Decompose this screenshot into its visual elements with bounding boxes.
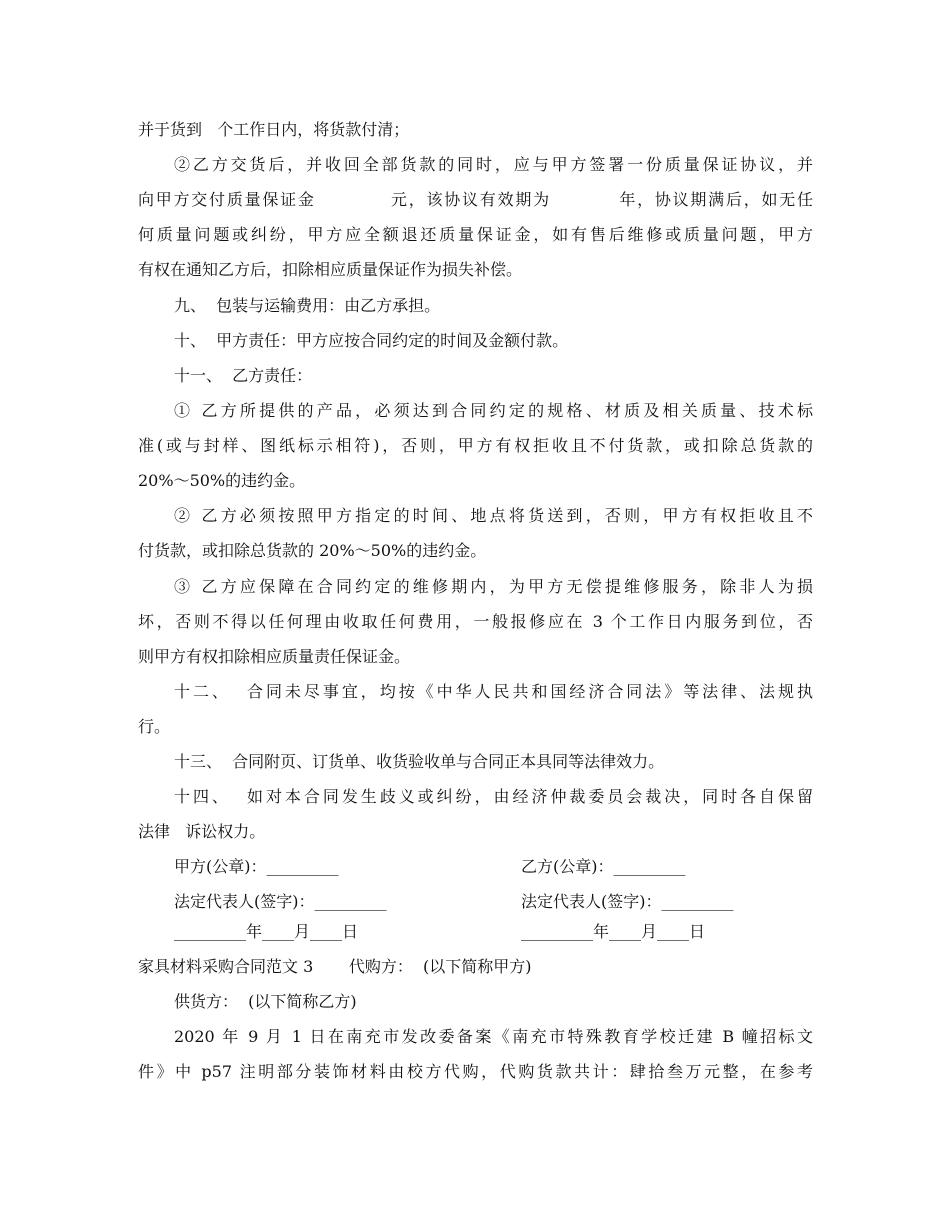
- clause-heading: 十一、 乙方责任：: [174, 366, 313, 385]
- text-line: 供货方： (以下简称乙方): [174, 992, 357, 1011]
- party-b-date: _________年____月____日: [521, 922, 706, 941]
- text-line: ② 乙方必须按照甲方指定的时间、地点将货送到，否则，甲方有权拒收且不: [174, 506, 813, 525]
- text-line: ②乙方交货后，并收回全部货款的同时，应与甲方签署一份质量保证协议，并: [174, 155, 813, 174]
- text-line: 则甲方有权扣除相应质量责任保证金。: [138, 647, 411, 666]
- text-line: 向甲方交付质量保证金 元，该协议有效期为 年，协议期满后，如无任: [138, 190, 813, 209]
- clause-heading: 十、 甲方责任：甲方应按合同约定的时间及金额付款。: [174, 331, 569, 350]
- text-line: 件》中 p57 注明部分装饰材料由校方代购，代购货款共计：肆拾叁万元整，在参考: [138, 1062, 813, 1081]
- text-line: 行。: [138, 717, 171, 736]
- party-a-seal: 甲方(公章)：_________: [174, 857, 339, 876]
- text-line: ③ 乙方应保障在合同约定的维修期内，为甲方无偿提维修服务，除非人为损: [174, 577, 813, 596]
- clause-heading: 九、 包装与运输费用：由乙方承担。: [174, 296, 441, 315]
- clause-heading: 十四、 如对本合同发生歧义或纠纷，由经济仲裁委员会裁决，同时各自保留: [174, 787, 813, 806]
- text-line: 法律 诉讼权力。: [138, 822, 266, 841]
- text-line: 并于货到 个工作日内，将货款付清；: [138, 120, 410, 139]
- text-line: 坏，否则不得以任何理由收取任何费用，一般报修应在 3 个工作日内服务到位，否: [138, 612, 813, 631]
- party-b-seal: 乙方(公章)：_________: [521, 857, 686, 876]
- text-line: 何质量问题或纠纷，甲方应全额退还质量保证金，如有售后维修或质量问题，甲方: [138, 225, 813, 244]
- clause-heading: 十三、 合同附页、订货单、收货验收单与合同正本具同等法律效力。: [174, 752, 665, 771]
- clause-heading: 十二、 合同未尽事宜，均按《中华人民共和国经济合同法》等法律、法规执: [174, 682, 813, 701]
- section-title: 家具材料采购合同范文 3 代购方： (以下简称甲方): [138, 957, 532, 976]
- text-line: 付货款，或扣除总货款的 20%～50%的违约金。: [138, 541, 487, 560]
- party-a-representative: 法定代表人(签字)：_________: [174, 892, 387, 911]
- text-line: 准(或与封样、图纸标示相符)，否则，甲方有权拒收且不付货款，或扣除总货款的: [138, 436, 813, 455]
- text-line: 有权在通知乙方后，扣除相应质量保证作为损失补偿。: [138, 260, 523, 279]
- text-line: 2020 年 9 月 1 日在南充市发改委备案《南充市特殊教育学校迁建 B 幢招标文: [174, 1027, 813, 1046]
- text-line: ① 乙方所提供的产品，必须达到合同约定的规格、材质及相关质量、技术标: [174, 401, 813, 420]
- text-line: 20%～50%的违约金。: [138, 471, 306, 490]
- party-a-date: _________年____月____日: [174, 922, 359, 941]
- party-b-representative: 法定代表人(签字)：_________: [521, 892, 734, 911]
